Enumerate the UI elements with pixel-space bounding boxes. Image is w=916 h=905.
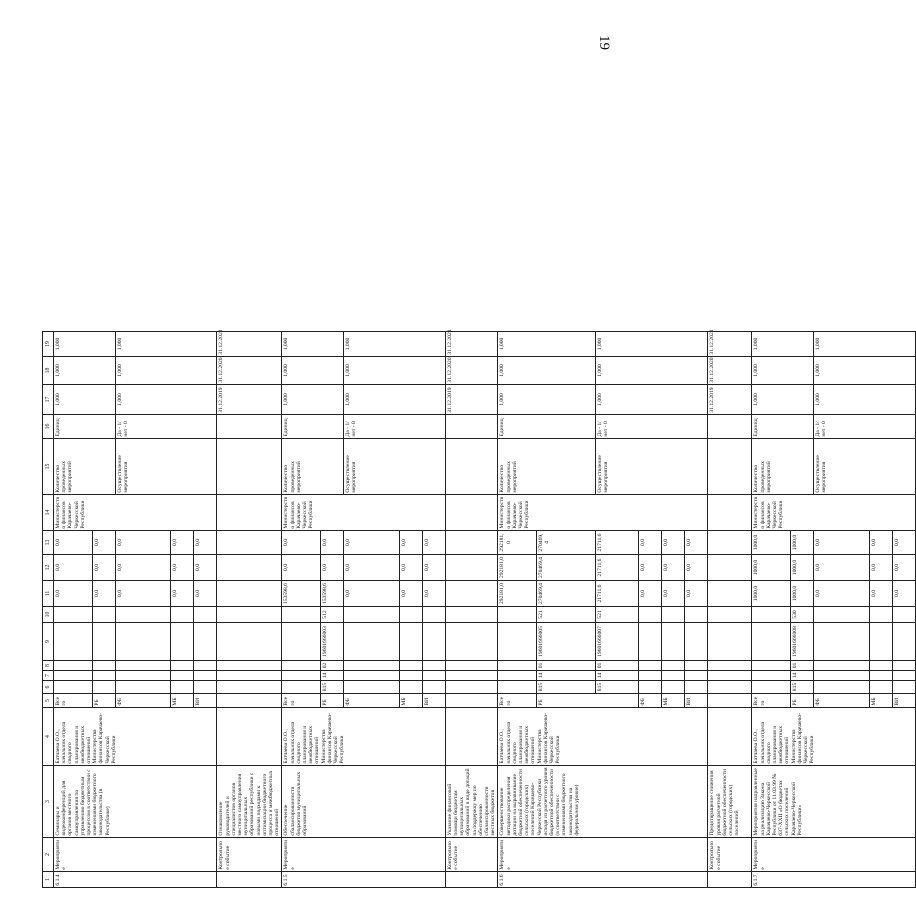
cell-value: 02: [321, 661, 344, 671]
cell-value: 0,0: [639, 531, 662, 555]
cell-value: 0,0: [115, 555, 170, 581]
cell-value: 1,000: [752, 385, 814, 415]
cell-value: 0,0: [422, 531, 445, 555]
cell-value: 1,000: [282, 357, 344, 385]
table-row: [498, 332, 537, 888]
cell-value: 0,0: [422, 581, 445, 607]
cell-value: 19601666007: [595, 623, 638, 661]
cell-value: 0,0: [344, 581, 399, 607]
cell-value: 1,000: [54, 357, 116, 385]
cell-value: 0,0: [54, 531, 93, 555]
cell-value: 0,0: [814, 531, 869, 555]
source: Всего: [752, 694, 791, 708]
unit: Да - 1/ нет - 0: [814, 415, 916, 439]
cell-value: 0,0: [344, 555, 399, 581]
cell-value: 0,0: [869, 555, 892, 581]
cell-value: 0,0: [92, 531, 115, 555]
header-cell: 14: [43, 495, 54, 531]
indicator: Количество проведенных мероприятий: [54, 439, 116, 495]
cell-value: 292181,0: [498, 581, 537, 607]
cell-value: 0,0: [869, 581, 892, 607]
cell-value: 0,0: [814, 555, 869, 581]
table-row: [752, 332, 791, 888]
cell-value: 1000,0: [791, 531, 814, 555]
cell-value: 21711,6: [595, 555, 638, 581]
header-cell: 10: [43, 607, 54, 623]
cell-value: 153598,6: [282, 581, 321, 607]
responsible: Батчаева О.О., начальник отдела сводного планирования и межбюджетных отношений Министерства финансов Карачаево-Черкесской Республики: [282, 708, 445, 766]
source: ФБ: [814, 694, 869, 708]
indicator: Осуществление мероприятия: [344, 439, 446, 495]
cell-value: 0,0: [171, 555, 194, 581]
cell-value: 0,0: [685, 531, 708, 555]
cell-value: 21711,6: [595, 581, 638, 607]
cell-value: 1,000: [54, 332, 116, 357]
source: МБ: [662, 694, 685, 708]
cell-value: 292181,0: [498, 555, 537, 581]
unit: Единиц: [282, 415, 344, 439]
executor: Министерство финансов Карачаево-Черкесской Республики: [498, 495, 708, 531]
control-event-text: Ознакомление руководителей и специалистов органов местного самоуправления муниципальных образований республики с новыми подходами к оптимизации бюджетного процесса и межбюджетных отношений: [217, 766, 282, 838]
cell-value: 0,0: [639, 581, 662, 607]
cell-value: 0,0: [422, 555, 445, 581]
cell-value: 14: [595, 671, 638, 681]
cell-value: 521: [595, 607, 638, 623]
indicator: Осуществление мероприятия: [595, 439, 708, 495]
cell-value: 521: [537, 607, 596, 623]
cell-value: 1,000: [814, 385, 916, 415]
date: 31.12.2021: [708, 332, 752, 357]
date: 31.12.2019: [445, 385, 498, 415]
cell-value: 1,000: [344, 332, 446, 357]
cell-value: 01: [595, 661, 638, 671]
date: 31.12.2021: [217, 332, 282, 357]
header-cell: 3: [43, 766, 54, 838]
date: 31.12.2019: [217, 385, 282, 415]
header-cell: 16: [43, 415, 54, 439]
source: ВИ: [194, 694, 217, 708]
row-type: Мероприятие: [498, 838, 708, 872]
cell-value: 0,0: [194, 555, 217, 581]
row-number: 6.1.7: [752, 872, 916, 888]
cell-value: 1,000: [595, 357, 708, 385]
source: ФБ: [344, 694, 399, 708]
cell-value: 14: [537, 671, 596, 681]
cell-value: 512: [321, 607, 344, 623]
source: ВИ: [892, 694, 915, 708]
control-event-text: Указание финансовой помощи бюджетам муниципальных образований в виде дотаций на поддержку мер по обеспечению сбалансированности местных бюджетов: [445, 766, 498, 838]
cell-value: 0,0: [115, 581, 170, 607]
cell-value: 0,0: [194, 581, 217, 607]
row-number: 6.1.5: [282, 872, 445, 888]
cell-value: 1,000: [752, 332, 814, 357]
date: 31.12.2020: [445, 357, 498, 385]
responsible: Батчаева О.О., начальник отдела сводного планирования и межбюджетных отношений Министерства финансов Карачаево-Черкесской Республики: [752, 708, 916, 766]
cell-value: 0,0: [399, 555, 422, 581]
cell-value: 0,0: [92, 555, 115, 581]
cell-value: 1,000: [344, 385, 446, 415]
cell-value: 815: [595, 681, 638, 694]
cell-value: 292181,0: [498, 531, 537, 555]
cell-value: 0,0: [892, 581, 915, 607]
header-cell: 11: [43, 581, 54, 607]
cell-value: 1,000: [344, 357, 446, 385]
cell-value: 19601666003: [321, 623, 344, 661]
cell-value: 1,000: [595, 332, 708, 357]
cell-value: 0,0: [171, 531, 194, 555]
header-cell: 19: [43, 332, 54, 357]
header-cell: 1: [43, 872, 54, 888]
table-row: [282, 332, 321, 888]
header-row: [43, 332, 54, 888]
indicator: Количество проведенных мероприятий: [752, 439, 814, 495]
cell-value: 1,000: [498, 332, 596, 357]
row-type: Контрольное событие: [217, 838, 282, 872]
cell-value: 0,0: [685, 581, 708, 607]
executor: Министерство финансов Карачаево-Черкесской Республики: [282, 495, 445, 531]
cell-value: 0,0: [662, 555, 685, 581]
control-event-row: [217, 332, 282, 888]
measure-name: Семинары и видеоконференций для органов местного самоуправления по управлению бюджетным процессом в соответствии с изменениями бюджетного законодательства (в Республике): [54, 766, 217, 838]
cell-value: 0,0: [321, 555, 344, 581]
cell-value: 0,0: [639, 555, 662, 581]
cell-value: 1000,0: [752, 555, 791, 581]
header-cell: 18: [43, 357, 54, 385]
source: Всего: [282, 694, 321, 708]
source: РБ: [791, 694, 814, 708]
source: ФБ: [115, 694, 170, 708]
cell-value: 1,000: [595, 385, 708, 415]
cell-value: 1,000: [498, 385, 596, 415]
source: ВИ: [685, 694, 708, 708]
row-type: Контрольное событие: [708, 838, 752, 872]
cell-value: 0,0: [869, 531, 892, 555]
header-cell: 17: [43, 385, 54, 415]
cell-value: 1000,0: [752, 531, 791, 555]
indicator: Количество проведенных мероприятий: [498, 439, 596, 495]
cell-value: 815: [537, 681, 596, 694]
header-cell: 13: [43, 531, 54, 555]
cell-value: 0,0: [814, 581, 869, 607]
cell-value: 0,0: [399, 581, 422, 607]
cell-value: 0,0: [344, 531, 399, 555]
source: РБ: [321, 694, 344, 708]
source: Всего: [498, 694, 537, 708]
unit: Да - 1/ нет - 0: [344, 415, 446, 439]
indicator: Количество проведенных мероприятий: [282, 439, 344, 495]
header-cell: 6: [43, 681, 54, 694]
cell-value: 0,0: [892, 555, 915, 581]
measure-name: Мероприятия направленные на реализацию Закона Карачаево-Черкесской Республики от 11.03.99 № 637-XXII «О бюджетах сельских поселений Карачаево-Черкесской Республики»: [752, 766, 916, 838]
control-event-row: [445, 332, 498, 888]
date: 31.12.2021: [445, 332, 498, 357]
measure-name: Обеспечение сбалансированности бюджетов муниципальных образований: [282, 766, 445, 838]
row-number: 6.1.6: [498, 872, 708, 888]
cell-value: 1,000: [115, 385, 217, 415]
rotated-table-sheet: [42, 14, 900, 888]
date: 31.12.2020: [217, 357, 282, 385]
header-cell: 2: [43, 838, 54, 872]
control-event-text: Предотвращение снижения уровня расчетной бюджетной обеспеченности сельских (городских) поселений: [708, 766, 752, 838]
cell-value: 14: [321, 671, 344, 681]
cell-value: 0,0: [282, 531, 321, 555]
header-cell: 5: [43, 694, 54, 708]
header-cell: 9: [43, 623, 54, 661]
unit: Да - 1/ нет - 0: [115, 415, 217, 439]
responsible: Батчаева О.О., начальник отдела сводного планирования и межбюджетных отношений Министерства финансов Карачаево-Черкесской Республики: [54, 708, 217, 766]
cell-value: 815: [321, 681, 344, 694]
cell-value: 0,0: [321, 531, 344, 555]
cell-value: 0,0: [662, 531, 685, 555]
cell-value: 1,000: [282, 385, 344, 415]
source: ВИ: [422, 694, 445, 708]
header-cell: 4: [43, 708, 54, 766]
row-type: Контрольное событие: [445, 838, 498, 872]
header-cell: 15: [43, 439, 54, 495]
cell-value: 270469,4: [537, 555, 596, 581]
executor: Министерство финансов Карачаево-Черкесской Республики: [54, 495, 217, 531]
responsible: Батчаева О.О., начальник отдела сводного планирования и межбюджетных отношений Министерства финансов Карачаево-Черкесской Республики: [498, 708, 708, 766]
cell-value: 0,0: [54, 555, 93, 581]
cell-value: 1,000: [814, 332, 916, 357]
cell-value: 1,000: [498, 357, 596, 385]
cell-value: 270469,4: [537, 581, 596, 607]
measure-name: Совершенствование методики распределения дотации на выравнивание бюджетной обеспеченности сельских (городских) поселений Карачаево-Черкесской Республики исходя из расчетного уровня бюджетной обеспеченности (в соответствии с изменениями бюджетного законодательства на федеральном уровне): [498, 766, 708, 838]
cell-value: 0,0: [194, 531, 217, 555]
date: 31.12.2020: [708, 357, 752, 385]
source: РБ: [92, 694, 115, 708]
cell-value: 0,0: [171, 581, 194, 607]
cell-value: 19601666008: [791, 623, 814, 661]
cell-value: 1,000: [115, 357, 217, 385]
unit: Единиц: [498, 415, 596, 439]
header-cell: 8: [43, 661, 54, 671]
cell-value: 1,000: [282, 332, 344, 357]
cell-value: 1,000: [752, 357, 814, 385]
cell-value: 270469,4: [537, 531, 596, 555]
cell-value: 1000,0: [791, 581, 814, 607]
indicator: Осуществление мероприятия: [814, 439, 916, 495]
table-row: [54, 332, 93, 888]
cell-value: 1,000: [814, 357, 916, 385]
page-number: 19: [596, 35, 612, 50]
source: РБ: [537, 694, 639, 708]
cell-value: 0,0: [54, 581, 93, 607]
cell-value: 1000,0: [791, 555, 814, 581]
cell-value: 19601666005: [537, 623, 596, 661]
unit: Единиц: [54, 415, 116, 439]
cell-value: 0,0: [115, 531, 170, 555]
cell-value: 01: [537, 661, 596, 671]
cell-value: 153598,6: [321, 581, 344, 607]
indicator: Осуществление мероприятия: [115, 439, 217, 495]
header-cell: 7: [43, 671, 54, 681]
header-cell: 12: [43, 555, 54, 581]
row-type: Мероприятие: [282, 838, 445, 872]
unit: Да - 1/ нет - 0: [595, 415, 708, 439]
cell-value: 21711,6: [595, 531, 638, 555]
executor: Министерство финансов Карачаево-Черкесской Республики: [752, 495, 916, 531]
program-table: [42, 331, 916, 888]
cell-value: 14: [791, 671, 814, 681]
cell-value: 530: [791, 607, 814, 623]
row-type: Мероприятие: [752, 838, 916, 872]
cell-value: 0,0: [892, 531, 915, 555]
cell-value: 815: [791, 681, 814, 694]
date: 31.12.2019: [708, 385, 752, 415]
cell-value: 1,000: [115, 332, 217, 357]
cell-value: 1,000: [54, 385, 116, 415]
cell-value: 0,0: [282, 555, 321, 581]
source: Всего: [54, 694, 93, 708]
source: МБ: [171, 694, 194, 708]
cell-value: 0,0: [92, 581, 115, 607]
control-event-row: [708, 332, 752, 888]
unit: Единиц: [752, 415, 814, 439]
row-number: 6.1.4: [54, 872, 217, 888]
source: ФБ: [639, 694, 662, 708]
cell-value: 0,0: [685, 555, 708, 581]
source: МБ: [399, 694, 422, 708]
source: МБ: [869, 694, 892, 708]
cell-value: 0,0: [662, 581, 685, 607]
row-type: Мероприятие: [54, 838, 217, 872]
cell-value: 01: [791, 661, 814, 671]
cell-value: 1000,0: [752, 581, 791, 607]
cell-value: 0,0: [399, 531, 422, 555]
